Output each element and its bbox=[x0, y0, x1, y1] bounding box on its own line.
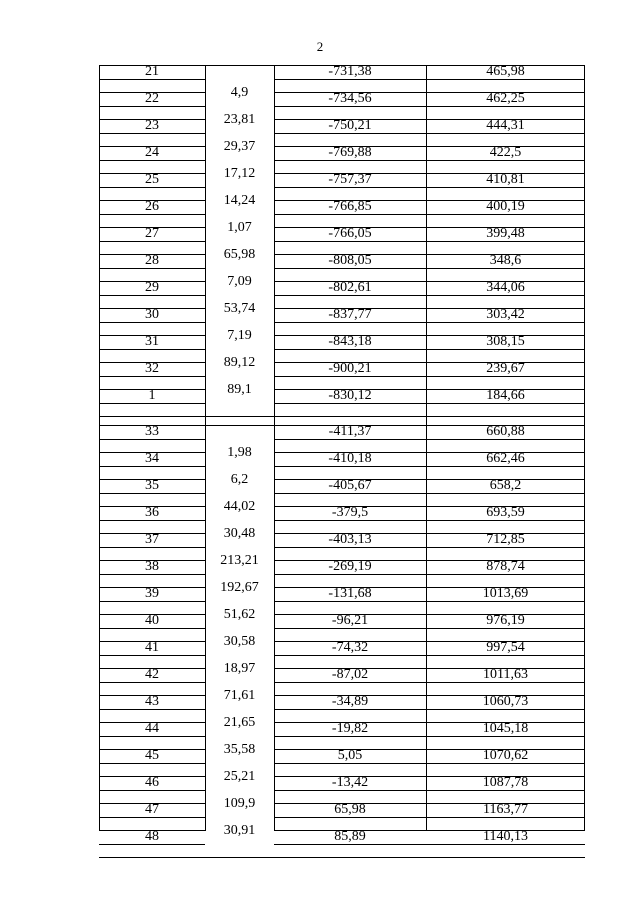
y-coordinate: 662,46 bbox=[486, 451, 525, 466]
x-coordinate: -379,5 bbox=[331, 505, 369, 520]
x-coordinate: -411,37 bbox=[328, 424, 372, 439]
distance-value: 14,24 bbox=[223, 192, 256, 208]
distance-value: 71,61 bbox=[223, 687, 256, 703]
point-number: 44 bbox=[145, 721, 159, 736]
x-coordinate: -900,21 bbox=[328, 361, 372, 376]
point-number: 22 bbox=[145, 91, 159, 106]
y-coordinate: 660,88 bbox=[486, 424, 525, 439]
y-coordinate: 465,98 bbox=[486, 64, 525, 79]
y-coordinate: 976,19 bbox=[486, 613, 525, 628]
point-number: 41 bbox=[145, 640, 159, 655]
distance-value: 213,21 bbox=[220, 552, 259, 568]
x-coordinate: -802,61 bbox=[328, 280, 372, 295]
point-number: 1 bbox=[148, 388, 156, 403]
x-coordinate: -837,77 bbox=[328, 307, 372, 322]
page-number: 2 bbox=[316, 39, 324, 54]
point-number: 40 bbox=[145, 613, 159, 628]
coordinates-table bbox=[99, 64, 585, 844]
point-number: 32 bbox=[145, 361, 159, 376]
x-coordinate: -131,68 bbox=[328, 586, 372, 601]
distance-value: 7,09 bbox=[227, 273, 252, 289]
x-coordinate: -19,82 bbox=[331, 721, 369, 736]
distance-value: 53,74 bbox=[223, 300, 256, 316]
column-border bbox=[205, 65, 206, 831]
x-coordinate: -13,42 bbox=[331, 775, 369, 790]
point-number: 37 bbox=[145, 532, 159, 547]
x-coordinate: 85,89 bbox=[334, 829, 366, 844]
x-coordinate: -34,89 bbox=[331, 694, 369, 709]
x-coordinate: 5,05 bbox=[337, 748, 363, 763]
y-coordinate: 444,31 bbox=[486, 118, 525, 133]
point-number: 36 bbox=[145, 505, 159, 520]
point-number: 25 bbox=[145, 172, 159, 187]
y-coordinate: 1070,62 bbox=[482, 748, 529, 763]
distance-value: 44,02 bbox=[223, 498, 256, 514]
y-coordinate: 1163,77 bbox=[483, 802, 528, 817]
distance-value: 1,98 bbox=[227, 444, 252, 460]
x-coordinate: -96,21 bbox=[331, 613, 369, 628]
point-number: 29 bbox=[145, 280, 159, 295]
y-coordinate: 712,85 bbox=[486, 532, 525, 547]
point-number: 34 bbox=[145, 451, 159, 466]
x-coordinate: -734,56 bbox=[328, 91, 372, 106]
point-number: 28 bbox=[145, 253, 159, 268]
distance-value: 89,12 bbox=[223, 354, 256, 370]
x-coordinate: -843,18 bbox=[328, 334, 372, 349]
x-coordinate: -74,32 bbox=[331, 640, 369, 655]
distance-value: 30,48 bbox=[223, 525, 256, 541]
point-number: 42 bbox=[145, 667, 159, 682]
column-border bbox=[426, 65, 427, 831]
point-number: 33 bbox=[145, 424, 159, 439]
y-coordinate: 878,74 bbox=[486, 559, 525, 574]
point-number: 38 bbox=[145, 559, 159, 574]
point-number: 27 bbox=[145, 226, 159, 241]
point-number: 35 bbox=[145, 478, 159, 493]
point-number: 45 bbox=[145, 748, 159, 763]
point-number: 21 bbox=[145, 64, 159, 79]
x-coordinate: -269,19 bbox=[328, 559, 372, 574]
point-number: 23 bbox=[145, 118, 159, 133]
y-coordinate: 693,59 bbox=[486, 505, 525, 520]
column-border bbox=[274, 65, 275, 831]
point-number: 31 bbox=[145, 334, 159, 349]
y-coordinate: 1087,78 bbox=[482, 775, 529, 790]
point-number: 46 bbox=[145, 775, 159, 790]
column-border bbox=[584, 65, 585, 831]
y-coordinate: 239,67 bbox=[486, 361, 525, 376]
x-coordinate: -766,85 bbox=[328, 199, 372, 214]
row-border bbox=[99, 416, 585, 417]
distance-value: 109,9 bbox=[223, 795, 256, 811]
x-coordinate: -757,37 bbox=[328, 172, 372, 187]
y-coordinate: 344,06 bbox=[486, 280, 525, 295]
point-number: 24 bbox=[145, 145, 159, 160]
distance-value: 29,37 bbox=[223, 138, 256, 154]
distance-value: 65,98 bbox=[223, 246, 256, 262]
distance-value: 30,58 bbox=[223, 633, 256, 649]
x-coordinate: -731,38 bbox=[328, 64, 372, 79]
x-coordinate: -410,18 bbox=[328, 451, 372, 466]
y-coordinate: 308,15 bbox=[486, 334, 525, 349]
distance-value: 23,81 bbox=[223, 111, 256, 127]
point-number: 26 bbox=[145, 199, 159, 214]
distance-value: 18,97 bbox=[223, 660, 256, 676]
y-coordinate: 1045,18 bbox=[482, 721, 529, 736]
y-coordinate: 1140,13 bbox=[483, 829, 528, 844]
y-coordinate: 410,81 bbox=[486, 172, 525, 187]
column-border bbox=[99, 65, 100, 831]
distance-value: 6,2 bbox=[230, 471, 249, 487]
x-coordinate: -766,05 bbox=[328, 226, 372, 241]
y-coordinate: 348,6 bbox=[489, 253, 522, 268]
distance-value: 89,1 bbox=[227, 381, 252, 397]
point-number: 47 bbox=[145, 802, 159, 817]
y-coordinate: 184,66 bbox=[486, 388, 525, 403]
point-number: 43 bbox=[145, 694, 159, 709]
y-coordinate: 422,5 bbox=[489, 145, 522, 160]
distance-value: 51,62 bbox=[223, 606, 256, 622]
y-coordinate: 1013,69 bbox=[482, 586, 529, 601]
x-coordinate: -87,02 bbox=[331, 667, 369, 682]
point-number: 39 bbox=[145, 586, 159, 601]
distance-value: 35,58 bbox=[223, 741, 256, 757]
y-coordinate: 1011,63 bbox=[483, 667, 528, 682]
x-coordinate: 65,98 bbox=[334, 802, 366, 817]
distance-value: 1,07 bbox=[227, 219, 252, 235]
distance-value: 17,12 bbox=[223, 165, 256, 181]
x-coordinate: -769,88 bbox=[328, 145, 372, 160]
y-coordinate: 462,25 bbox=[486, 91, 525, 106]
y-coordinate: 1060,73 bbox=[482, 694, 529, 709]
y-coordinate: 399,48 bbox=[486, 226, 525, 241]
row-border bbox=[99, 857, 585, 858]
distance-value: 21,65 bbox=[223, 714, 256, 730]
distance-value: 7,19 bbox=[227, 327, 252, 343]
y-coordinate: 997,54 bbox=[486, 640, 525, 655]
point-number: 48 bbox=[145, 829, 159, 844]
x-coordinate: -830,12 bbox=[328, 388, 372, 403]
x-coordinate: -405,67 bbox=[328, 478, 372, 493]
y-coordinate: 658,2 bbox=[489, 478, 522, 493]
distance-value: 4,9 bbox=[230, 84, 249, 100]
distance-value: 192,67 bbox=[220, 579, 259, 595]
x-coordinate: -403,13 bbox=[328, 532, 372, 547]
y-coordinate: 303,42 bbox=[486, 307, 525, 322]
y-coordinate: 400,19 bbox=[486, 199, 525, 214]
point-number: 30 bbox=[145, 307, 159, 322]
x-coordinate: -750,21 bbox=[328, 118, 372, 133]
x-coordinate: -808,05 bbox=[328, 253, 372, 268]
distance-value: 30,91 bbox=[223, 822, 256, 838]
distance-value: 25,21 bbox=[223, 768, 256, 784]
